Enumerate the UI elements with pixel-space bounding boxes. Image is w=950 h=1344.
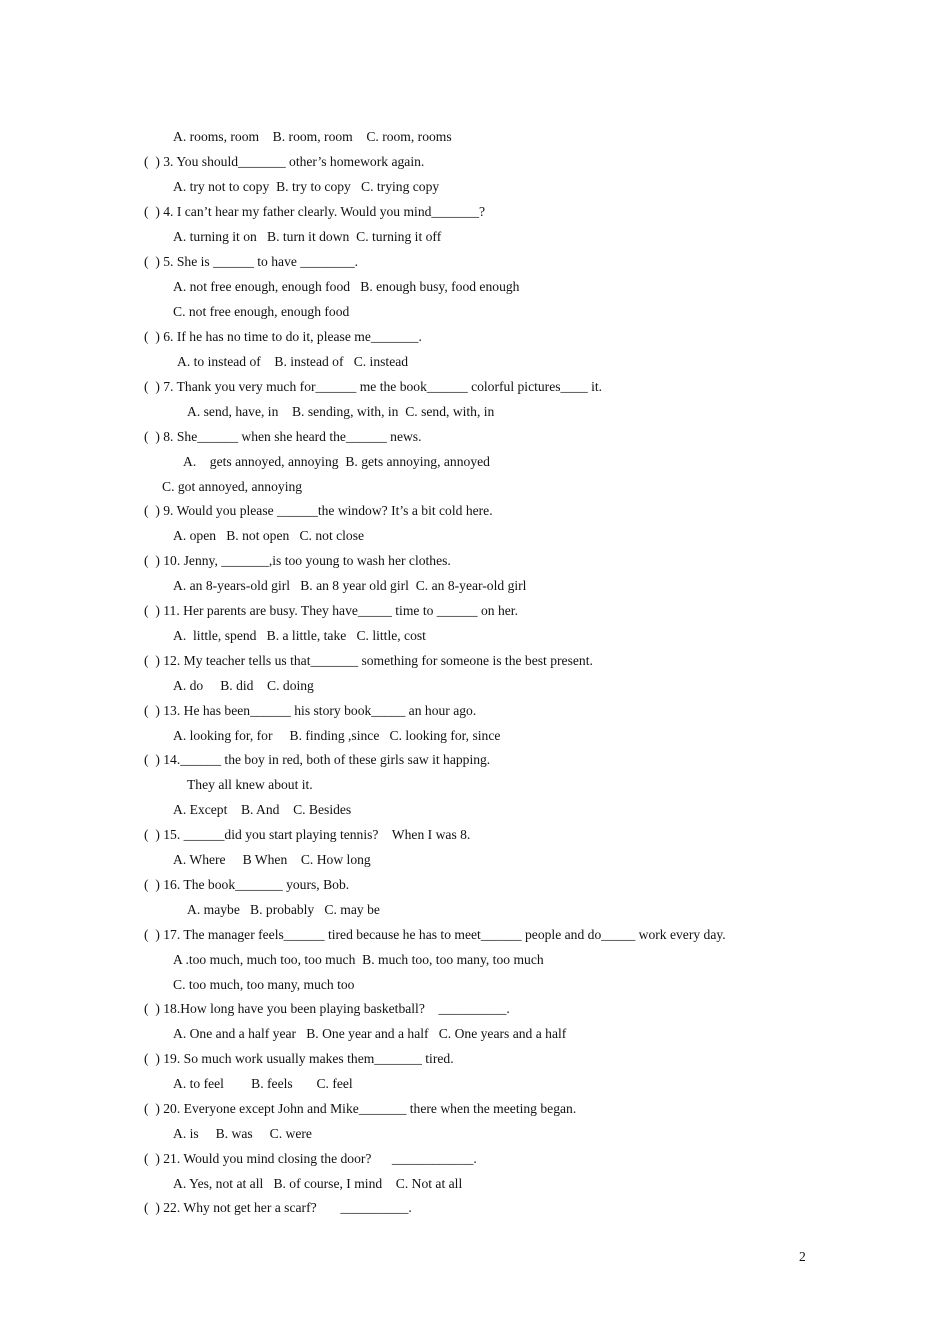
options-line: A. an 8-years-old girl B. an 8 year old girl C. an 8-year-old girl [173,578,527,593]
options-line: A. Yes, not at all B. of course, I mind C. Not at all [173,1176,463,1191]
options-line: A. Except B. And C. Besides [173,802,352,817]
options-line: A. to feel B. feels C. feel [173,1076,353,1091]
page-number: 2 [799,1249,806,1264]
options-line: A. is B. was C. were [173,1126,312,1141]
question-17: ( ) 17. The manager feels______ tired because he has to meet______ people and do_____ work every day. [144,927,726,942]
question-10: ( ) 10. Jenny, _______,is too young to wash her clothes. [144,553,451,568]
options-line: A. gets annoyed, annoying B. gets annoying, annoyed [183,454,490,469]
question-5: ( ) 5. She is ______ to have ________. [144,254,359,269]
question-7: ( ) 7. Thank you very much for______ me the book______ colorful pictures____ it. [144,379,603,394]
question-20: ( ) 20. Everyone except John and Mike_______ there when the meeting began. [144,1101,577,1116]
options-line: A. not free enough, enough food B. enough busy, food enough [173,279,520,294]
options-line: C. not free enough, enough food [173,304,350,319]
options-line: A. One and a half year B. One year and a half C. One years and a half [173,1026,567,1041]
options-line: A .too much, much too, too much B. much too, too many, too much [173,952,544,967]
options-line: C. got annoyed, annoying [162,479,303,494]
question-9: ( ) 9. Would you please ______the window? It’s a bit cold here. [144,503,493,518]
options-line: A. rooms, room B. room, room C. room, rooms [173,129,452,144]
options-line: A. looking for, for B. finding ,since C. looking for, since [173,728,501,743]
question-18: ( ) 18.How long have you been playing basketball? __________. [144,1001,510,1016]
question-15: ( ) 15. ______did you start playing tennis? When I was 8. [144,827,471,842]
options-line: A. open B. not open C. not close [173,528,365,543]
question-14-continued: They all knew about it. [187,777,313,792]
question-16: ( ) 16. The book_______ yours, Bob. [144,877,350,892]
question-13: ( ) 13. He has been______ his story book_____ an hour ago. [144,703,477,718]
question-6: ( ) 6. If he has no time to do it, please me_______. [144,329,422,344]
question-11: ( ) 11. Her parents are busy. They have_____ time to ______ on her. [144,603,518,618]
question-22: ( ) 22. Why not get her a scarf? __________. [144,1200,412,1215]
question-14: ( ) 14.______ the boy in red, both of these girls saw it happing. [144,752,491,767]
options-line: A. maybe B. probably C. may be [187,902,380,917]
question-4: ( ) 4. I can’t hear my father clearly. Would you mind_______? [144,204,486,219]
options-line: A. do B. did C. doing [173,678,314,693]
options-line: A. little, spend B. a little, take C. little, cost [173,628,426,643]
options-line: A. turning it on B. turn it down C. turning it off [173,229,442,244]
question-21: ( ) 21. Would you mind closing the door? ____________. [144,1151,477,1166]
options-line: A. try not to copy B. try to copy C. trying copy [173,179,440,194]
options-line: C. too much, too many, much too [173,977,355,992]
question-8: ( ) 8. She______ when she heard the______ news. [144,429,422,444]
options-line: A. send, have, in B. sending, with, in C. send, with, in [187,404,495,419]
question-12: ( ) 12. My teacher tells us that_______ something for someone is the best present. [144,653,593,668]
question-19: ( ) 19. So much work usually makes them_______ tired. [144,1051,454,1066]
options-line: A. to instead of B. instead of C. instead [177,354,409,369]
options-line: A. Where B When C. How long [173,852,371,867]
question-3: ( ) 3. You should_______ other’s homework again. [144,154,425,169]
